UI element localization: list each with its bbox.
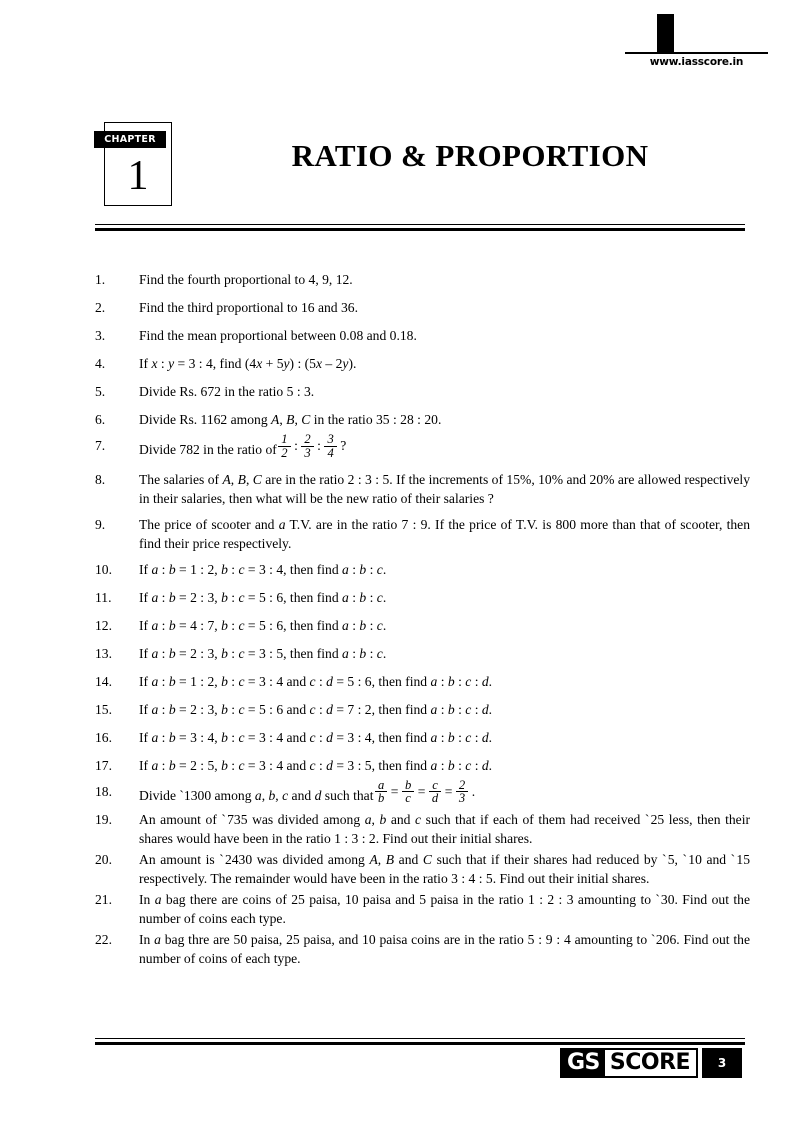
- question-text: If a : b = 3 : 4, b : c = 3 : 4 and c : d = 3 : 4, then find a : b : c : d.: [139, 729, 493, 745]
- question-number: 22.: [95, 932, 112, 948]
- question-number: 15.: [95, 701, 112, 717]
- fraction-numerator: c: [429, 779, 441, 793]
- question-number: 2.: [95, 300, 106, 315]
- fraction: [402, 779, 414, 806]
- expression-suffix: .: [471, 784, 476, 800]
- question-text: Find the fourth proportional to 4, 9, 12.: [139, 272, 353, 287]
- expression-operator: =: [417, 784, 426, 800]
- header-website-url: www.iasscore.in: [649, 56, 744, 68]
- question-text: The price of scooter and a T.V. are in the ratio 7 : 9. If the price of T.V. is 800 more than that of scooter, then find their price respectively.: [139, 516, 751, 551]
- expression-prefix: Divide 782 in the ratio of: [139, 441, 277, 457]
- header-divider: [95, 224, 745, 231]
- page-header: [0, 14, 794, 74]
- chapter-heading-block: [0, 120, 794, 210]
- question-number: 14.: [95, 673, 112, 689]
- question-item: [95, 616, 750, 635]
- logo-gs-text: GS: [562, 1050, 605, 1076]
- fraction: [375, 779, 387, 806]
- chapter-tab-label: CHAPTER: [94, 131, 166, 148]
- page-number: 3: [702, 1048, 742, 1078]
- question-number: 10.: [95, 561, 112, 577]
- question-item: [95, 560, 750, 579]
- logo-score-text: SCORE: [605, 1050, 696, 1076]
- question-text: If a : b = 1 : 2, b : c = 3 : 4, then find a : b : c.: [139, 561, 387, 577]
- question-list: [95, 270, 750, 970]
- question-item: [95, 382, 750, 401]
- fraction: [278, 433, 290, 460]
- question-text: Find the mean proportional between 0.08 and 0.18.: [139, 328, 417, 343]
- expression-operator: =: [444, 784, 453, 800]
- expression-prefix: Divide ˋ1300 among a, b, c and d such that: [139, 787, 374, 803]
- question-text: If a : b = 1 : 2, b : c = 3 : 4 and c : d = 5 : 6, then find a : b : c : d.: [139, 673, 493, 689]
- question-text: If a : b = 2 : 3, b : c = 5 : 6 and c : d = 7 : 2, then find a : b : c : d.: [139, 701, 493, 717]
- page-footer: [0, 1048, 794, 1088]
- question-item: [95, 728, 750, 747]
- question-number: 4.: [95, 356, 106, 371]
- question-item: [95, 810, 750, 848]
- question-item: [95, 588, 750, 607]
- question-item: [95, 298, 750, 317]
- question-item: [95, 354, 750, 373]
- chapter-number: 1: [127, 153, 149, 199]
- question-number: 16.: [95, 729, 112, 745]
- question-number: 7.: [95, 438, 106, 453]
- gs-score-logo: [560, 1048, 698, 1078]
- question-number: 6.: [95, 412, 106, 427]
- question-number: 8.: [95, 471, 106, 487]
- question-item: [95, 270, 750, 289]
- question-number: 20.: [95, 852, 112, 868]
- question-item: [95, 700, 750, 719]
- question-item: [95, 644, 750, 663]
- fraction-denominator: c: [405, 791, 411, 806]
- divider-thin-line: [95, 224, 745, 225]
- question-number: 18.: [95, 783, 112, 799]
- question-item: [95, 672, 750, 691]
- fraction-numerator: 2: [456, 779, 468, 793]
- question-text: Find the third proportional to 16 and 36.: [139, 300, 358, 315]
- question-text: If x : y = 3 : 4, find (4x + 5y) : (5x – 2y).: [139, 356, 357, 371]
- fraction-denominator: 4: [327, 445, 334, 460]
- question-text: Divide Rs. 1162 among A, B, C in the ratio 35 : 28 : 20.: [139, 412, 442, 427]
- page-title: RATIO & PROPORTION: [291, 138, 649, 173]
- question-item: [95, 850, 750, 888]
- question-item: [95, 756, 750, 775]
- question-text: [139, 777, 750, 809]
- expression-suffix: ?: [340, 438, 347, 454]
- question-number: 9.: [95, 516, 106, 532]
- question-text: [139, 431, 750, 463]
- fraction-denominator: d: [431, 791, 439, 806]
- expression-operator: =: [390, 784, 399, 800]
- question-number: 3.: [95, 328, 106, 343]
- question-text: If a : b = 2 : 3, b : c = 5 : 6, then find a : b : c.: [139, 589, 387, 605]
- footer-divider: [95, 1038, 745, 1045]
- question-item: [95, 515, 750, 553]
- header-rule: [625, 52, 768, 54]
- question-number: 5.: [95, 384, 106, 399]
- question-item: [95, 890, 750, 928]
- question-number: 17.: [95, 757, 112, 773]
- math-expression: [139, 431, 348, 463]
- fraction: [324, 433, 336, 460]
- fraction: [429, 779, 441, 806]
- question-text: An amount of ˋ735 was divided among a, b and c such that if each of them had received ˋ25 less, then their shares would have been in the ratio 1 : 3 : 2. Find out their initial shares.: [139, 812, 750, 847]
- question-number: 12.: [95, 617, 112, 633]
- question-item: [95, 431, 750, 463]
- question-item: [95, 930, 750, 968]
- fraction-denominator: 3: [304, 445, 311, 460]
- math-expression: [139, 777, 477, 809]
- question-text: If a : b = 2 : 3, b : c = 3 : 5, then find a : b : c.: [139, 645, 387, 661]
- fraction-denominator: b: [377, 791, 385, 806]
- question-text: In a bag thre are 50 paisa, 25 paisa, and 10 paisa coins are in the ratio 5 : 9 : 4 amounting to ˋ206. Find out the number of coins of each type.: [139, 932, 750, 967]
- fraction-numerator: 2: [301, 433, 313, 447]
- question-item: [95, 777, 750, 809]
- question-number: 21.: [95, 892, 112, 908]
- divider-thick-line: [95, 228, 745, 232]
- question-text: If a : b = 2 : 5, b : c = 3 : 4 and c : d = 3 : 5, then find a : b : c : d.: [139, 757, 493, 773]
- question-number: 13.: [95, 645, 112, 661]
- question-text: An amount is ˋ2430 was divided among A, B and C such that if their shares had reduced by ˋ5, ˋ10 and ˋ15 respectively. The remainder would have been in the ratio 3 : 4 : 5. Find out their initial shares.: [139, 852, 750, 887]
- fraction: [301, 433, 313, 460]
- question-text: The salaries of A, B, C are in the ratio 2 : 3 : 5. If the increments of 15%, 10% and 20% are allowed respectively in their salaries, then what will be the new ratio of their salaries ?: [139, 471, 751, 506]
- question-text: If a : b = 4 : 7, b : c = 5 : 6, then find a : b : c.: [139, 617, 387, 633]
- fraction: [456, 779, 468, 806]
- expression-operator: :: [294, 438, 298, 454]
- fraction-numerator: 3: [324, 433, 336, 447]
- fraction-denominator: 3: [458, 791, 466, 806]
- question-text: In a bag there are coins of 25 paisa, 10 paisa and 5 paisa in the ratio 1 : 2 : 3 amounting to ˋ30. Find out the number of coins each type.: [139, 892, 750, 927]
- question-text: Divide Rs. 672 in the ratio 5 : 3.: [139, 384, 315, 399]
- expression-operator: :: [317, 438, 321, 454]
- fraction-numerator: a: [375, 779, 387, 793]
- header-black-bar: [657, 14, 674, 52]
- question-item: [95, 326, 750, 345]
- question-number: 19.: [95, 812, 112, 828]
- divider-thick-line: [95, 1042, 745, 1046]
- fraction-numerator: b: [402, 779, 414, 793]
- fraction-denominator: 2: [281, 445, 288, 460]
- divider-thin-line: [95, 1038, 745, 1039]
- fraction-numerator: 1: [278, 433, 290, 447]
- question-number: 1.: [95, 272, 106, 287]
- question-item: [95, 410, 750, 429]
- question-item: [95, 470, 750, 508]
- question-number: 11.: [95, 589, 112, 605]
